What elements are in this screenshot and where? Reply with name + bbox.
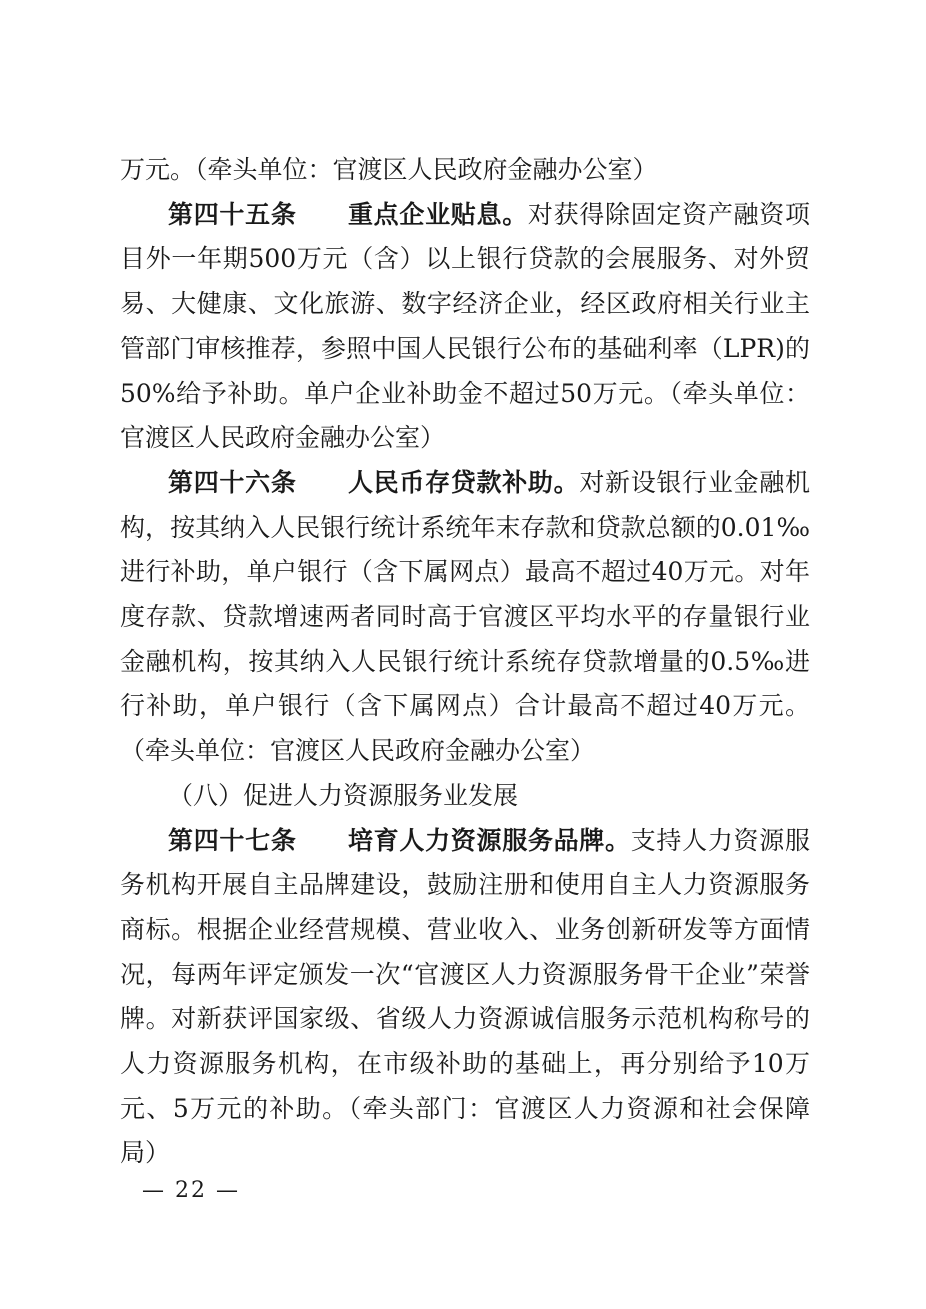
article-title: 重点企业贴息。: [347, 199, 528, 229]
article-number: 第四十七条: [168, 825, 297, 855]
article-number: 第四十五条: [168, 199, 297, 229]
section-heading-text: （八）促进人力资源服务业发展: [168, 780, 519, 810]
paragraph-article-45: [120, 193, 810, 461]
continuation-text: 万元。（牵头单位：官渡区人民政府金融办公室）: [120, 155, 658, 184]
paragraph-continuation: [120, 148, 810, 193]
section-heading: [120, 774, 810, 819]
body-text: [120, 148, 810, 1176]
article-title: 人民币存贷款补助。: [347, 467, 580, 497]
article-body: 支持人力资源服务机构开展自主品牌建设，鼓励注册和使用自主人力资源服务商标。根据企业经营规模、营业收入、业务创新研发等方面情况，每两年评定颁发一次“官渡区人力资源服务骨干企业”荣誉牌。对新获评国家级、省级人力资源诚信服务示范机构称号的人力资源服务机构，在市级补助的基础上，再分别给予10万元、5万元的补助。（牵头部门：官渡区人力资源和社会保障局）: [120, 825, 810, 1168]
article-body: 对新设银行业金融机构，按其纳入人民银行统计系统年末存款和贷款总额的0.01‰进行补助，单户银行（含下属网点）最高不超过40万元。对年度存款、贷款增速两者同时高于官渡区平均水平的存量银行业金融机构，按其纳入人民银行统计系统存贷款增量的0.5‰进行补助，单户银行（含下属网点）合计最高不超过40万元。（牵头单位：官渡区人民政府金融办公室）: [120, 467, 810, 766]
article-number: 第四十六条: [168, 467, 297, 497]
paragraph-article-46: [120, 461, 810, 774]
page-number: — 22 —: [142, 1178, 240, 1203]
article-title: 培育人力资源服务品牌。: [347, 825, 631, 855]
article-body: 对获得除固定资产融资项目外一年期500万元（含）以上银行贷款的会展服务、对外贸易、大健康、文化旅游、数字经济企业，经区政府相关行业主管部门审核推荐，参照中国人民银行公布的基础利率（LPR)的50%给予补助。单户企业补助金不超过50万元。（牵头单位：官渡区人民政府金融办公室）: [120, 199, 810, 453]
paragraph-article-47: [120, 819, 810, 1177]
